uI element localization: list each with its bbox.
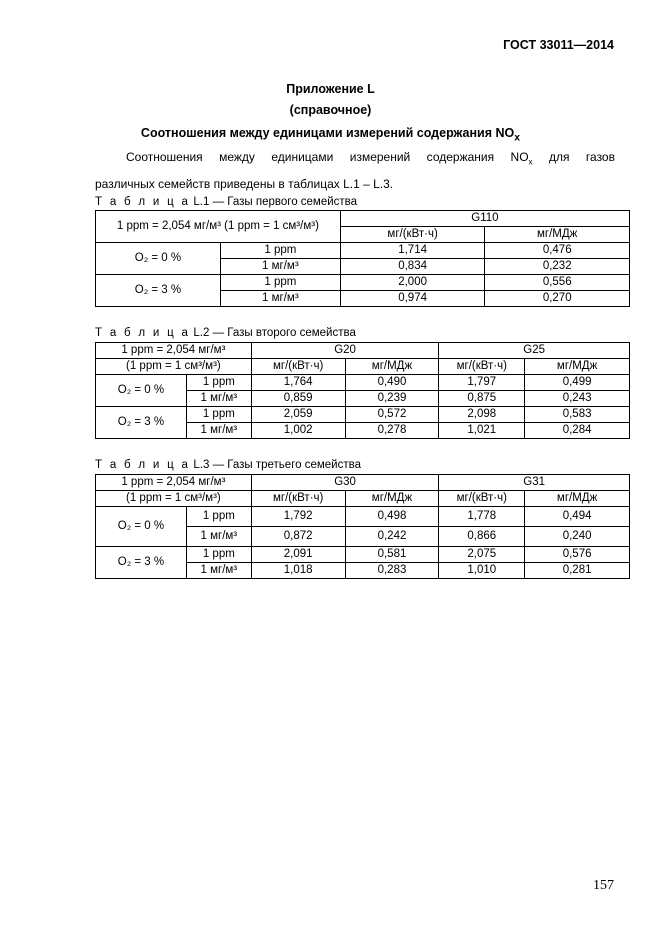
intro-line-1 (95, 146, 615, 173)
o2-cell: O₂ = 3 % (96, 275, 221, 307)
table-l2 (95, 342, 630, 439)
table-row (96, 375, 630, 391)
o2-cell: O₂ = 0 % (96, 243, 221, 275)
unit-header: мг/МДж (345, 491, 439, 507)
table-row (96, 547, 630, 563)
value-cell: 0,283 (345, 563, 439, 579)
unit-cell: 1 мг/м³ (186, 527, 251, 547)
table-l1 (95, 210, 630, 307)
document-number: ГОСТ 33011—2014 (503, 38, 614, 52)
intro-line1-text: Соотношения между единицами измерений содержания NO (126, 150, 529, 164)
table3-caption-prefix: Т а б л и ц а (95, 459, 191, 471)
value-cell: 0,834 (340, 259, 485, 275)
value-cell: 0,866 (439, 527, 525, 547)
appendix-subtitle: (справочное) (289, 103, 372, 117)
unit-cell: 1 ppm (186, 507, 251, 527)
unit-cell: 1 ppm (220, 243, 340, 259)
table3-caption (95, 459, 361, 471)
value-cell: 2,075 (439, 547, 525, 563)
unit-header: мг/(кВт·ч) (439, 359, 525, 375)
unit-cell: 1 мг/м³ (186, 423, 251, 439)
value-cell: 0,499 (525, 375, 630, 391)
unit-cell: 1 ppm (186, 375, 251, 391)
value-cell: 0,232 (485, 259, 630, 275)
unit-cell: 1 мг/м³ (220, 291, 340, 307)
table-header-row (96, 491, 630, 507)
unit-header: мг/МДж (525, 491, 630, 507)
value-cell: 1,010 (439, 563, 525, 579)
unit-header: мг/(кВт·ч) (340, 227, 485, 243)
value-cell: 1,797 (439, 375, 525, 391)
heading-text: Соотношения между единицами измерений содержания NO (140, 126, 515, 140)
value-cell: 0,875 (439, 391, 525, 407)
appendix-heading (0, 126, 661, 144)
value-cell: 0,490 (345, 375, 439, 391)
value-cell: 0,243 (525, 391, 630, 407)
table-header-row (96, 343, 630, 359)
value-cell: 0,284 (525, 423, 630, 439)
value-cell: 1,792 (251, 507, 345, 527)
table-row (96, 243, 630, 259)
unit-header: мг/МДж (345, 359, 439, 375)
table1-caption-prefix: Т а б л и ц а (95, 196, 191, 208)
table-header-row (96, 475, 630, 491)
conversion-cell-line1: 1 ppm = 2,054 мг/м³ (96, 475, 252, 491)
appendix-title: Приложение L (286, 82, 375, 96)
value-cell: 0,974 (340, 291, 485, 307)
value-cell: 2,098 (439, 407, 525, 423)
unit-header: мг/МДж (485, 227, 630, 243)
heading-subscript: x (514, 132, 521, 144)
gas-header: G31 (439, 475, 630, 491)
value-cell: 1,021 (439, 423, 525, 439)
value-cell: 1,764 (251, 375, 345, 391)
gas-header: G20 (251, 343, 439, 359)
intro-subscript: x (528, 157, 533, 167)
unit-cell: 1 мг/м³ (186, 563, 251, 579)
table-row (96, 507, 630, 527)
value-cell: 0,576 (525, 547, 630, 563)
value-cell: 1,714 (340, 243, 485, 259)
value-cell: 2,000 (340, 275, 485, 291)
conversion-cell-line1: 1 ppm = 2,054 мг/м³ (96, 343, 252, 359)
gas-header: G30 (251, 475, 439, 491)
value-cell: 0,498 (345, 507, 439, 527)
value-cell: 0,281 (525, 563, 630, 579)
table-l3 (95, 474, 630, 579)
unit-cell: 1 мг/м³ (186, 391, 251, 407)
table-header-row (96, 359, 630, 375)
value-cell: 0,278 (345, 423, 439, 439)
table2-caption-prefix: Т а б л и ц а (95, 327, 191, 339)
o2-cell: O₂ = 0 % (96, 375, 187, 407)
value-cell: 0,242 (345, 527, 439, 547)
unit-cell: 1 ppm (186, 407, 251, 423)
value-cell: 1,778 (439, 507, 525, 527)
conversion-cell: 1 ppm = 2,054 мг/м³ (1 ppm = 1 см³/м³) (96, 211, 341, 243)
value-cell: 0,583 (525, 407, 630, 423)
table2-caption-text: L.2 — Газы второго семейства (190, 327, 356, 339)
unit-header: мг/(кВт·ч) (251, 491, 345, 507)
value-cell: 0,572 (345, 407, 439, 423)
table-row (96, 407, 630, 423)
intro-line1-suffix: для газов (532, 150, 615, 164)
value-cell: 2,059 (251, 407, 345, 423)
value-cell: 0,239 (345, 391, 439, 407)
unit-cell: 1 ppm (220, 275, 340, 291)
value-cell: 0,270 (485, 291, 630, 307)
gas-header: G25 (439, 343, 630, 359)
table-row (96, 275, 630, 291)
o2-cell: O₂ = 3 % (96, 547, 187, 579)
gas-header: G110 (340, 211, 629, 227)
table2-caption (95, 327, 356, 339)
intro-line-2: различных семейств приведены в таблицах L.1 – L.3. (95, 177, 394, 192)
value-cell: 0,581 (345, 547, 439, 563)
value-cell: 1,018 (251, 563, 345, 579)
conversion-cell-line2: (1 ppm = 1 см³/м³) (96, 359, 252, 375)
value-cell: 0,872 (251, 527, 345, 547)
table3-caption-text: L.3 — Газы третьего семейства (190, 459, 361, 471)
value-cell: 0,240 (525, 527, 630, 547)
value-cell: 0,859 (251, 391, 345, 407)
conversion-cell-line2: (1 ppm = 1 см³/м³) (96, 491, 252, 507)
table1-caption (95, 196, 357, 208)
unit-cell: 1 мг/м³ (220, 259, 340, 275)
value-cell: 0,556 (485, 275, 630, 291)
o2-cell: O₂ = 3 % (96, 407, 187, 439)
value-cell: 0,476 (485, 243, 630, 259)
o2-cell: O₂ = 0 % (96, 507, 187, 547)
value-cell: 1,002 (251, 423, 345, 439)
page-number: 157 (593, 878, 614, 893)
unit-header: мг/(кВт·ч) (251, 359, 345, 375)
intro-paragraph (95, 146, 615, 196)
unit-cell: 1 ppm (186, 547, 251, 563)
unit-header: мг/(кВт·ч) (439, 491, 525, 507)
value-cell: 2,091 (251, 547, 345, 563)
table1-caption-text: L.1 — Газы первого семейства (190, 196, 358, 208)
value-cell: 0,494 (525, 507, 630, 527)
table-header-row (96, 211, 630, 227)
unit-header: мг/МДж (525, 359, 630, 375)
